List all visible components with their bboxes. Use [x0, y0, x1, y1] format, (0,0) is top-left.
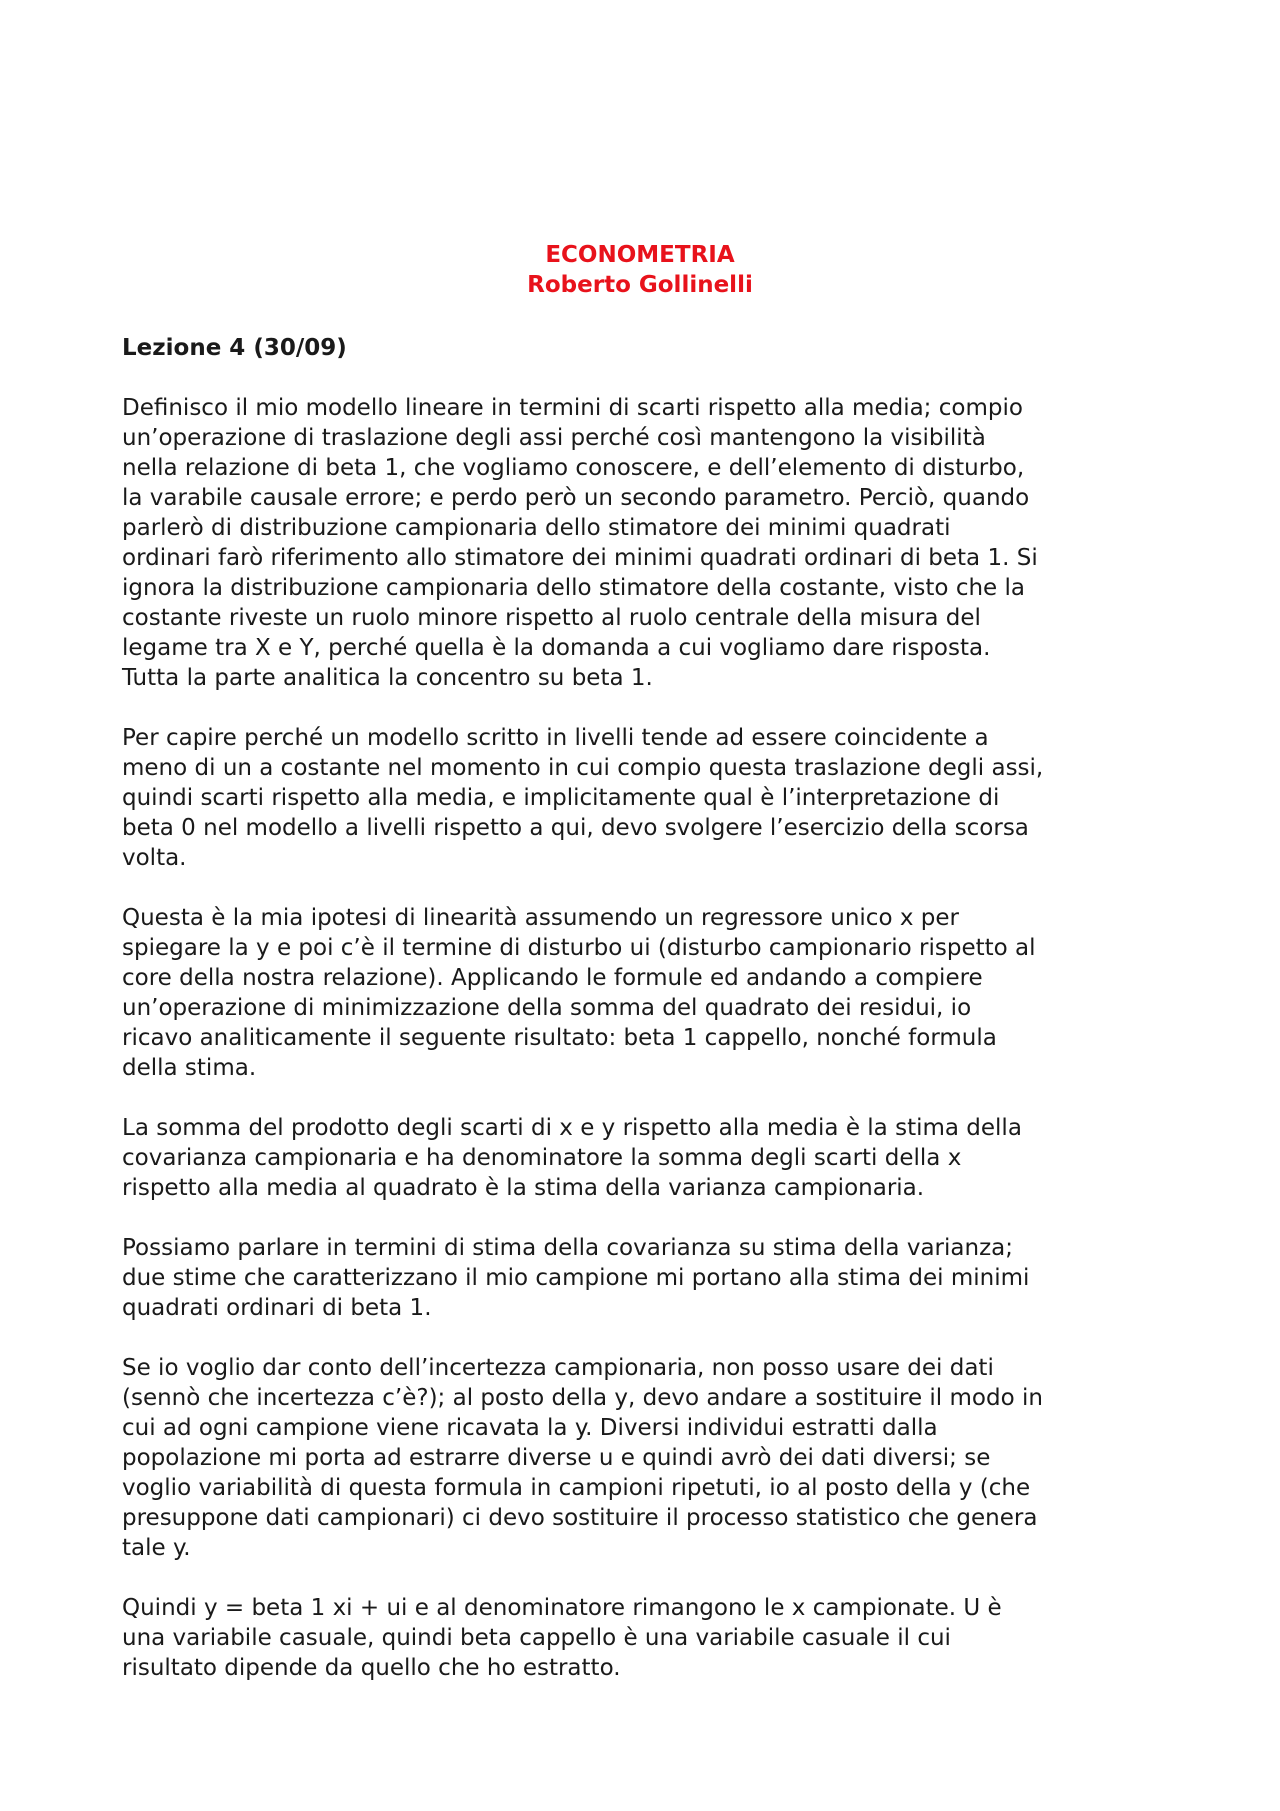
paragraph-line: rispetto alla media al quadrato è la stima della varianza campionaria.	[122, 1175, 925, 1201]
paragraph	[122, 393, 1182, 693]
paragraph-line: Definisco il mio modello lineare in termini di scarti rispetto alla media; compio	[122, 395, 1023, 421]
paragraph-line: Se io voglio dar conto dell’incertezza campionaria, non posso usare dei dati	[122, 1355, 994, 1381]
paragraph-line: ordinari farò riferimento allo stimatore dei minimi quadrati ordinari di beta 1. Si	[122, 545, 1038, 571]
paragraph	[122, 723, 1182, 873]
paragraph-line: Quindi y = beta 1 xi + ui e al denominatore rimangono le x campionate. U è	[122, 1595, 1002, 1621]
document-header	[0, 240, 1280, 300]
paragraph-line: tale y.	[122, 1535, 191, 1561]
paragraph-line: un’operazione di minimizzazione della somma del quadrato dei residui, io	[122, 995, 972, 1021]
document-author: Roberto Gollinelli	[527, 272, 753, 298]
paragraph-line: meno di un a costante nel momento in cui compio questa traslazione degli assi,	[122, 755, 1044, 781]
paragraph-line: popolazione mi porta ad estrarre diverse u e quindi avrò dei dati diversi; se	[122, 1445, 991, 1471]
paragraph-line: La somma del prodotto degli scarti di x e y rispetto alla media è la stima della	[122, 1115, 1022, 1141]
paragraph-line: presuppone dati campionari) ci devo sostituire il processo statistico che genera	[122, 1505, 1038, 1531]
paragraph-line: quindi scarti rispetto alla media, e implicitamente qual è l’interpretazione di	[122, 785, 1000, 811]
paragraph-line: della stima.	[122, 1055, 257, 1081]
paragraph-line: spiegare la y e poi c’è il termine di disturbo ui (disturbo campionario rispetto al	[122, 935, 1036, 961]
paragraph-line: parlerò di distribuzione campionaria dello stimatore dei minimi quadrati	[122, 515, 951, 541]
paragraph	[122, 1113, 1182, 1203]
paragraph	[122, 1353, 1182, 1563]
document-body	[122, 333, 1182, 1713]
paragraph-line: nella relazione di beta 1, che vogliamo conoscere, e dell’elemento di disturbo,	[122, 455, 1025, 481]
paragraph-line: beta 0 nel modello a livelli rispetto a qui, devo svolgere l’esercizio della scorsa	[122, 815, 1029, 841]
paragraph	[122, 1233, 1182, 1323]
paragraph-line: ignora la distribuzione campionaria dello stimatore della costante, visto che la	[122, 575, 1025, 601]
paragraph-line: costante riveste un ruolo minore rispetto al ruolo centrale della misura del	[122, 605, 981, 631]
paragraph-line: core della nostra relazione). Applicando le formule ed andando a compiere	[122, 965, 983, 991]
paragraph-line: una variabile casuale, quindi beta cappello è una variabile casuale il cui	[122, 1625, 951, 1651]
paragraph-line: Per capire perché un modello scritto in livelli tende ad essere coincidente a	[122, 725, 989, 751]
paragraph-line: cui ad ogni campione viene ricavata la y. Diversi individui estratti dalla	[122, 1415, 938, 1441]
paragraph-line: legame tra X e Y, perché quella è la domanda a cui vogliamo dare risposta.	[122, 635, 991, 661]
paragraph-line: un’operazione di traslazione degli assi perché così mantengono la visibilità	[122, 425, 986, 451]
paragraph-line: due stime che caratterizzano il mio campione mi portano alla stima dei minimi	[122, 1265, 1030, 1291]
paragraph-line: covarianza campionaria e ha denominatore la somma degli scarti della x	[122, 1145, 962, 1171]
paragraph-line: quadrati ordinari di beta 1.	[122, 1295, 432, 1321]
paragraphs-container	[122, 393, 1182, 1683]
paragraph	[122, 903, 1182, 1083]
paragraph-line: ricavo analiticamente il seguente risultato: beta 1 cappello, nonché formula	[122, 1025, 997, 1051]
paragraph-line: Possiamo parlare in termini di stima della covarianza su stima della varianza;	[122, 1235, 1013, 1261]
paragraph-line: volta.	[122, 845, 187, 871]
paragraph-line: Tutta la parte analitica la concentro su beta 1.	[122, 665, 653, 691]
paragraph-line: voglio variabilità di questa formula in campioni ripetuti, io al posto della y (che	[122, 1475, 1031, 1501]
lesson-title: Lezione 4 (30/09)	[122, 335, 347, 361]
document-title: ECONOMETRIA	[545, 242, 735, 268]
paragraph-line: Questa è la mia ipotesi di linearità assumendo un regressore unico x per	[122, 905, 959, 931]
paragraph	[122, 1593, 1182, 1683]
paragraph-line: risultato dipende da quello che ho estratto.	[122, 1655, 621, 1681]
paragraph-line: (sennò che incertezza c’è?); al posto della y, devo andare a sostituire il modo in	[122, 1385, 1043, 1411]
paragraph-line: la varabile causale errore; e perdo però un secondo parametro. Perciò, quando	[122, 485, 1030, 511]
